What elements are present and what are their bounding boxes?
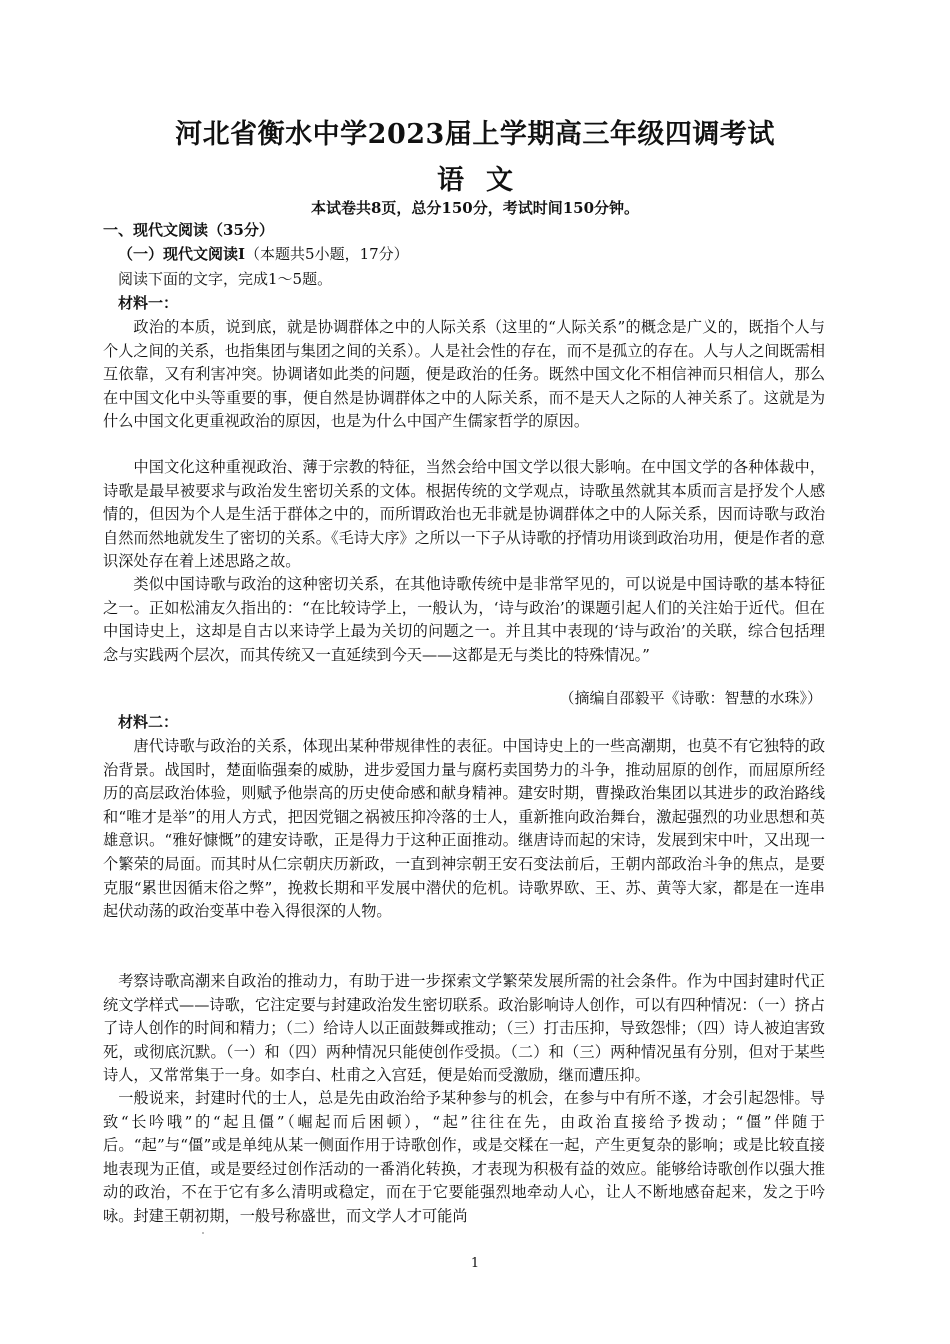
material-one-paragraph: 政治的本质，说到底，就是协调群体之中的人际关系（这里的“人际关系”的概念是广义的，既指个人与个人之间的关系，也指集团与集团之间的关系）。人是社会性的存在，而不是孤立的存在。人与人之间既需相互依靠，又有利害冲突。协调诸如此类的问题，便是政治的任务。既然中国文化不相信神而只相信人，那么在中国文化中头等重要的事，便自然是协调群体之中的人际关系，而不是天人之际的人神关系了。这就是为什么中国文化更重视政治的原因，也是为什么中国产生儒家哲学的原因。 [103, 318, 825, 431]
scan-speck [202, 1232, 204, 1234]
material-two-paragraph: 一般说来，封建时代的士人，总是先由政治给予某种参与的机会，在参与中有所不遂，才会引起怨悱。导致“长吟哦”的“起且僵”（崛起而后困顿），“起”往往在先，由政治直接给予拨动；“僵”伴随于后。“起”与“僵”或是单纯从某一侧面作用于诗歌创作，或是交糅在一起，产生更复杂的影响；或是比较直接地表现为正值，或是要经过创作活动的一番消化转换，才表现为积极有益的效应。能够给诗歌创作以强大推动的政治，不在于它有多么清明或稳定，而在于它要能强烈地牵动人心，让人不断地感奋起来，发之于吟咏。封建王朝初期，一般号称盛世，而文学人才可能尚 [103, 1089, 825, 1225]
material-one-paragraph: 类似中国诗歌与政治的这种密切关系，在其他诗歌传统中是非常罕见的，可以说是中国诗歌的基本特征之一。正如松浦友久指出的：“在比较诗学上，一般认为，‘诗与政治’的课题引起人们的关注始于近代。但在中国诗史上，这却是自古以来诗学上最为关切的问题之一。并且其中表现的‘诗与政治’的关联，综合包括理念与实践两个层次，而其传统又一直延续到今天——这都是无与类比的特殊情况。” [103, 575, 825, 664]
subsection-title: （一）现代文阅读Ⅰ [118, 245, 246, 263]
material-one-paragraph: 中国文化这种重视政治、薄于宗教的特征，当然会给中国文学以很大影响。在中国文学的各种体裁中，诗歌是最早被要求与政治发生密切关系的文体。根据传统的文学观点，诗歌虽然就其本质而言是抒发个人感情的，但因为个人是生活于群体之中的，而所谓政治也无非就是协调群体之中的人际关系，因而诗歌与政治自然而然地就发生了密切的关系。《毛诗大序》之所以一下子从诗歌的抒情功用谈到政治功用，便是作者的意识深处存在着上述思路之故。 [103, 458, 825, 571]
page-number: 1 [470, 1256, 480, 1271]
subsection-heading [118, 244, 409, 265]
exam-info: 本试卷共8页，总分150分，考试时间150分钟。 [310, 199, 640, 217]
material-one-label: 材料一： [118, 294, 179, 312]
subject-title: 语文 [437, 165, 535, 196]
material-two-paragraph: 考察诗歌高潮来自政治的推动力，有助于进一步探索文学繁荣发展所需的社会条件。作为中国封建时代正统文学样式——诗歌，它注定要与封建政治发生密切联系。政治影响诗人创作，可以有四种情况：（一）挤占了诗人创作的时间和精力；（二）给诗人以正面鼓舞或推动；（三）打击压抑，导致怨悱；（四）诗人被迫害致死，或彻底沉默。（一）和（四）两种情况只能使创作受损。（二）和（三）两种情况虽有分别，但对于某些诗人，又常常集于一身。如李白、杜甫之入宫廷，便是始而受激励，继而遭压抑。 [103, 972, 825, 1085]
material-one-source: （摘编自邵毅平《诗歌：智慧的水珠》） [559, 689, 822, 707]
section-heading: 一、现代文阅读（35分） [103, 221, 274, 239]
reading-instruction: 阅读下面的文字，完成1～5题。 [118, 270, 333, 288]
exam-title: 河北省衡水中学2023届上学期高三年级四调考试 [175, 119, 775, 150]
material-two-paragraph: 唐代诗歌与政治的关系，体现出某种带规律性的表征。中国诗史上的一些高潮期，也莫不有它独特的政治背景。战国时，楚面临强秦的威胁，进步爱国力量与腐朽卖国势力的斗争，推动屈原的创作，而屈原所经历的高层政治体验，则赋予他崇高的历史使命感和献身精神。建安时期，曹操政治集团以其进步的政治路线和“唯才是举”的用人方式，把因党锢之祸被压抑冷落的士人，重新推向政治舞台，激起强烈的功业思想和英雄意识。“雅好慷慨”的建安诗歌，正是得力于这种正面推动。继唐诗而起的宋诗，发展到宋中叶，又出现一个繁荣的局面。而其时从仁宗朝庆历新政，一直到神宗朝王安石变法前后，王朝内部政治斗争的焦点，是要克服“累世因循末俗之弊”，挽救长期和平发展中潜伏的危机。诗歌界欧、王、苏、黄等大家，都是在一连串起伏动荡的政治变革中卷入得很深的人物。 [103, 737, 825, 921]
subsection-note: （本题共5小题，17分） [245, 245, 409, 263]
material-two-label: 材料二： [118, 713, 179, 731]
